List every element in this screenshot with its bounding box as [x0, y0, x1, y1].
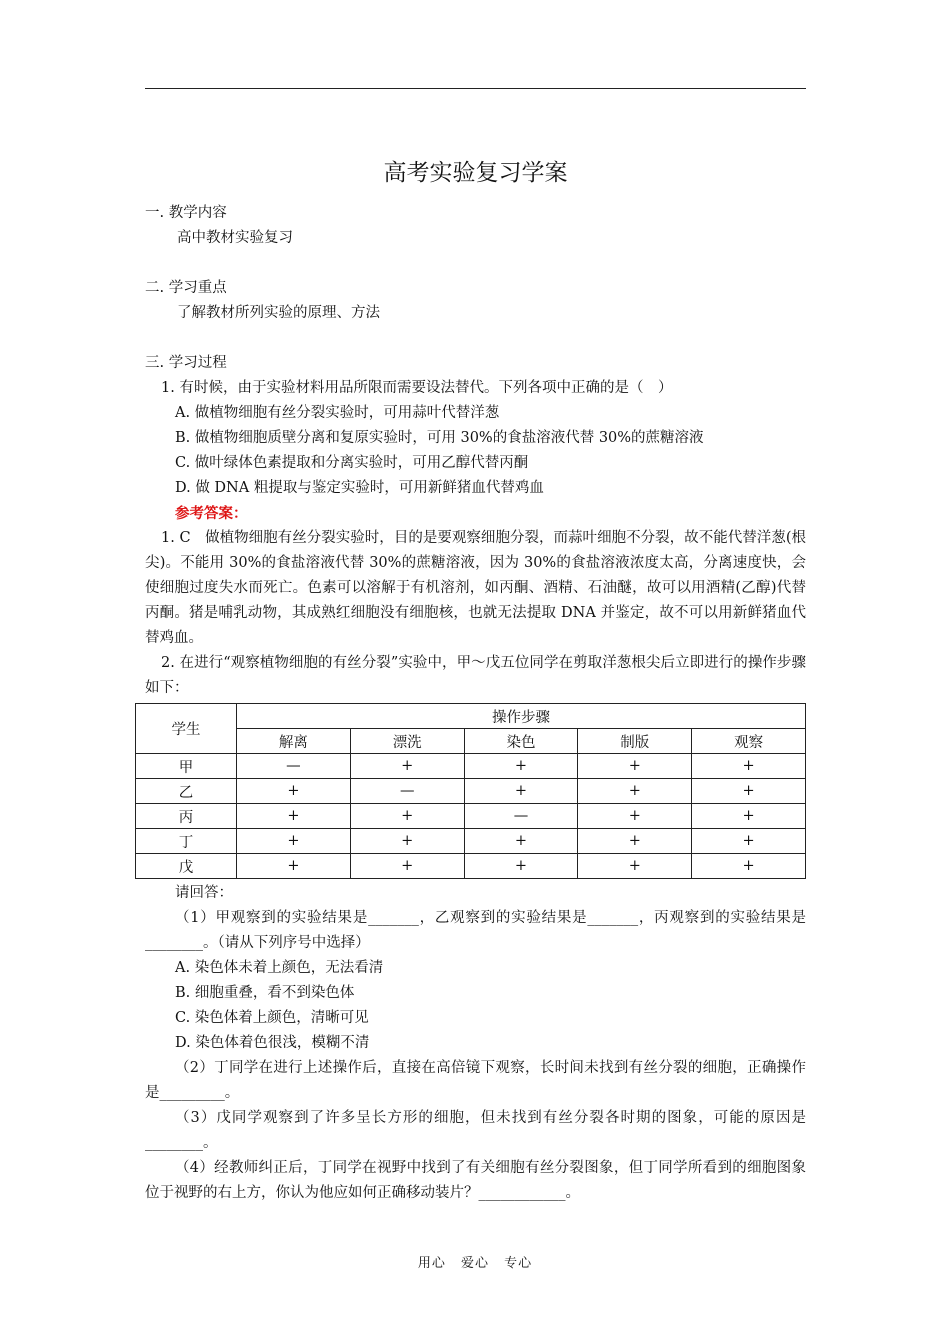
section1-body: 高中教材实验复习: [177, 230, 293, 246]
question1-stem: 1. 有时候，由于实验材料用品所限而需要设法替代。下列各项中正确的是（ ）: [161, 380, 673, 396]
table-cell: +: [692, 829, 806, 854]
footer-word: 爱心: [460, 1256, 489, 1271]
question1-option-a: A. 做植物细胞有丝分裂实验时，可用蒜叶代替洋葱: [175, 405, 500, 421]
table-cell: +: [692, 854, 806, 879]
table-cell: +: [237, 779, 351, 804]
row-student-name: 甲: [136, 754, 237, 779]
steps-header: 操作步骤: [237, 704, 806, 729]
table-cell: —: [237, 754, 351, 779]
question1-option-c: C. 做叶绿体色素提取和分离实验时，可用乙醇代替丙酮: [175, 455, 529, 471]
sub-question-2: （2）丁同学在进行上述操作后，直接在高倍镜下观察，长时间未找到有丝分裂的细胞，正确操作是_________。: [145, 1060, 806, 1101]
row-student-name: 丙: [136, 804, 237, 829]
table-cell: +: [350, 854, 464, 879]
document-title: 高考实验复习学案: [383, 160, 568, 186]
row-student-name: 乙: [136, 779, 237, 804]
column-header: 解离: [237, 729, 351, 754]
table-cell: +: [464, 829, 578, 854]
section2-body: 了解教材所列实验的原理、方法: [177, 305, 380, 321]
table-cell: +: [237, 854, 351, 879]
section2-heading: 二. 学习重点: [145, 280, 227, 296]
table-cell: +: [578, 854, 692, 879]
sub-question-1: （1）甲观察到的实验结果是_______，乙观察到的实验结果是_______，丙观察到的实验结果是________。（请从下列序号中选择）: [145, 910, 806, 951]
column-header: 观察: [692, 729, 806, 754]
question1-option-b: B. 做植物细胞质壁分离和复原实验时，可用 30%的食盐溶液代替 30%的蔗糖溶液: [175, 430, 704, 446]
answer-explanation: 1. C 做植物细胞有丝分裂实验时，目的是要观察细胞分裂，而蒜叶细胞不分裂，故不能代替洋葱(根尖)。不能用 30%的食盐溶液代替 30%的蔗糖溶液，因为 30%的食盐溶液浓度太高，分离速度快，会使细胞过度失水而死亡。色素可以溶解于有机溶剂，如丙酮、酒精、石油醚，故可以用酒精(乙醇)代替丙酮。猪是哺乳动物，其成熟红细胞没有细胞核，也就无法提取 DNA 并鉴定，故不可以用新鲜猪血代替鸡血。: [145, 530, 806, 646]
table-cell: +: [578, 779, 692, 804]
sub1-option-b: B. 细胞重叠，看不到染色体: [175, 985, 355, 1001]
sub1-option-d: D. 染色体着色很浅，模糊不清: [175, 1035, 370, 1051]
footer-word: 专心: [504, 1256, 533, 1271]
column-header: 漂洗: [350, 729, 464, 754]
row-student-name: 戊: [136, 854, 237, 879]
student-header: 学生: [136, 704, 237, 754]
section3-heading: 三. 学习过程: [145, 355, 227, 371]
answer-label: 参考答案：: [175, 505, 248, 522]
table-cell: +: [692, 779, 806, 804]
question1-option-d: D. 做 DNA 粗提取与鉴定实验时，可用新鲜猪血代替鸡血: [175, 480, 544, 496]
table-row: [136, 829, 806, 854]
table-row: [136, 804, 806, 829]
table-cell: +: [350, 829, 464, 854]
table-row: [136, 754, 806, 779]
sub1-option-c: C. 染色体着上颜色，清晰可见: [175, 1010, 369, 1026]
table-cell: +: [692, 754, 806, 779]
page-footer: [0, 1252, 950, 1271]
table-cell: —: [464, 804, 578, 829]
footer-word: 用心: [417, 1256, 446, 1271]
column-header: 染色: [464, 729, 578, 754]
row-student-name: 丁: [136, 829, 237, 854]
table-cell: +: [464, 854, 578, 879]
table-cell: +: [464, 779, 578, 804]
sub-question-4: （4）经教师纠正后，丁同学在视野中找到了有关细胞有丝分裂图象，但丁同学所看到的细胞图象位于视野的右上方，你认为他应如何正确移动装片？____________。: [145, 1160, 806, 1201]
table-cell: +: [237, 804, 351, 829]
table-cell: +: [464, 754, 578, 779]
section1-heading: 一. 教学内容: [145, 205, 227, 221]
document-body: [145, 155, 806, 1206]
sub-question-3: （3）戊同学观察到了许多呈长方形的细胞，但未找到有丝分裂各时期的图象，可能的原因是________。: [145, 1110, 806, 1151]
operation-steps-table: [135, 703, 806, 879]
answer-prompt: 请回答：: [175, 885, 233, 901]
sub1-option-a: A. 染色体未着上颜色，无法看清: [175, 960, 384, 976]
table-cell: +: [237, 829, 351, 854]
question2-stem: 2. 在进行“观察植物细胞的有丝分裂”实验中，甲～戊五位同学在剪取洋葱根尖后立即进行的操作步骤如下：: [145, 655, 806, 696]
table-cell: +: [578, 804, 692, 829]
table-row: [136, 854, 806, 879]
column-header: 制版: [578, 729, 692, 754]
table-cell: —: [350, 779, 464, 804]
header-rule: [145, 88, 806, 89]
table-row: [136, 779, 806, 804]
table-cell: +: [578, 829, 692, 854]
table-cell: +: [350, 804, 464, 829]
table-cell: +: [350, 754, 464, 779]
table-cell: +: [578, 754, 692, 779]
table-cell: +: [692, 804, 806, 829]
